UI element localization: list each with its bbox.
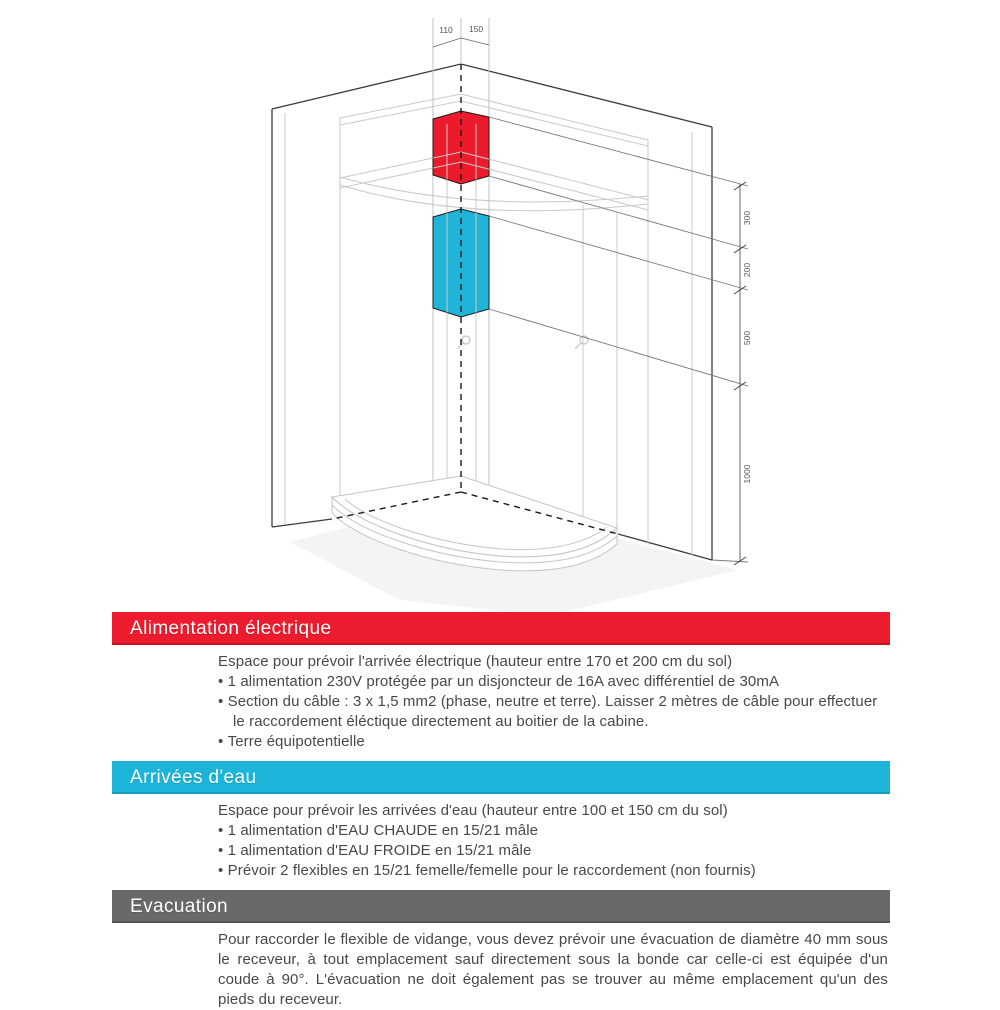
section-body-electric [218,652,888,752]
height-dim-1000: 1000 [742,464,752,484]
electric-intro: Espace pour prévoir l'arrivée électrique (hauteur entre 170 et 200 cm du sol) [218,653,733,670]
section-body-evacuation [218,930,888,1010]
water-intro: Espace pour prévoir les arrivées d'eau (hauteur entre 100 et 150 cm du sol) [218,802,728,819]
section-title-water: Arrivées d'eau [130,767,257,788]
top-dimension-left-label: 110 [439,25,453,35]
room-walls [272,64,712,560]
height-dim-200: 200 [742,262,752,278]
door-handle-icons [457,336,588,349]
water-bullet-3: • Prévoir 2 flexibles en 15/21 femelle/femelle pour le raccordement (non fournis) [218,861,888,881]
evacuation-paragraph: Pour raccorder le flexible de vidange, vous devez prévoir une évacuation de diamètre 40 mm sous le receveur, à tout emplacement sauf directement sous la bonde car celle-ci est équipée d'un coude à 90°. L'évacuation ne doit également pas se trouver au même emplacement qu'un des pieds du receveur. [218,931,888,1008]
electric-bullet-2: • Section du câble : 3 x 1,5 mm2 (phase, neutre et terre). Laisser 2 mètres de câble pour effectuer le raccordement éléctique directement au boitier de la cabine. [218,692,888,732]
section-title-electric: Alimentation électrique [130,618,332,639]
water-bullet-2: • 1 alimentation d'EAU FROIDE en 15/21 mâle [218,841,888,861]
electric-bullet-1: • 1 alimentation 230V protégée par un disjoncteur de 16A avec différentiel de 30mA [218,672,888,692]
electric-bullet-3: • Terre équipotentielle [218,732,888,752]
top-dimension-right-label: 150 [468,24,484,34]
water-bullet-1: • 1 alimentation d'EAU CHAUDE en 15/21 mâle [218,821,888,841]
section-body-water [218,801,888,881]
height-dim-300: 300 [742,210,752,226]
section-banner-evacuation [112,890,890,923]
section-title-evacuation: Evacuation [130,896,229,917]
section-banner-water [112,761,890,794]
section-banner-electric [112,612,890,645]
height-dim-500: 500 [742,330,752,346]
